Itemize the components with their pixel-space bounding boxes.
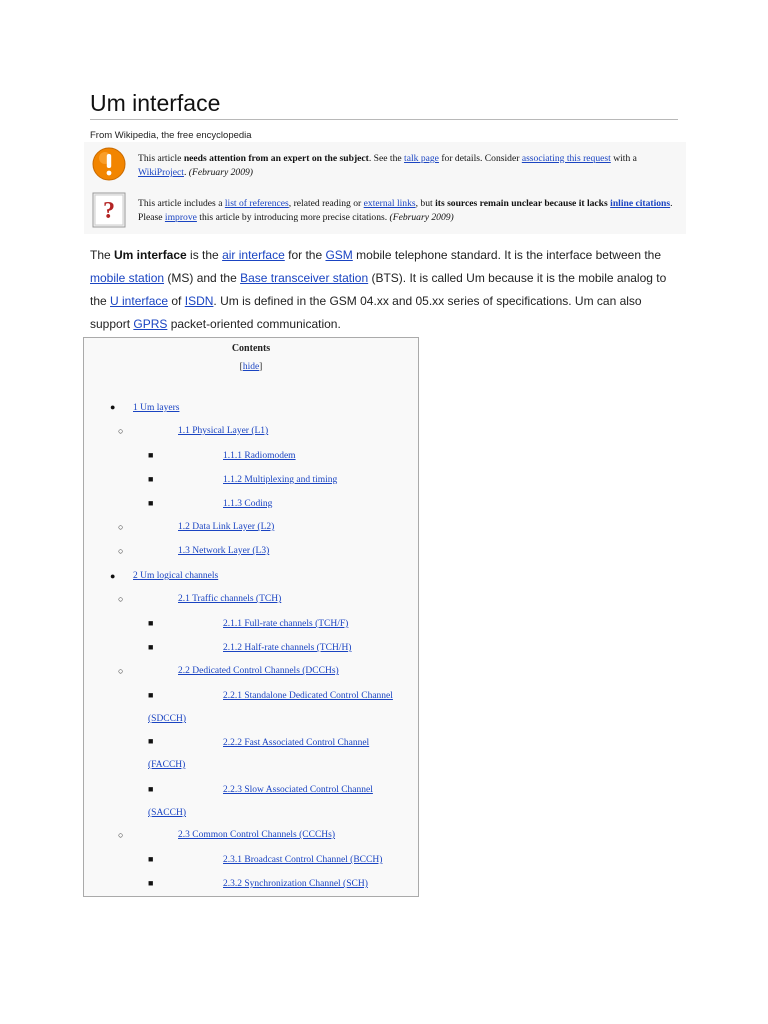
toc-bullet-square: ■ [148,690,154,700]
toc-bullet-circle: ○ [118,522,124,532]
table-of-contents [83,337,419,897]
notice-text: This article includes a list of references, related reading or external links, but its sources remain unclear because it lacks inline citations. Please improve this article by introducing more precise citations. (February 2009) [138,198,673,223]
toc-item[interactable]: 1.1.3 Coding [223,499,273,509]
svg-text:?: ? [103,198,115,224]
exclamation-icon [92,147,126,181]
toc-item[interactable]: 2.2.1 Standalone Dedicated Control Channel [223,691,393,701]
toc-title: Contents [231,343,271,354]
toc-item[interactable]: 2.2 Dedicated Control Channels (DCCHs) [178,666,339,676]
toc-bullet-square: ■ [148,878,154,888]
gsm-link[interactable]: GSM [325,248,353,262]
toc-item[interactable]: 2 Um logical channels [133,571,219,581]
isdn-link[interactable]: ISDN [184,294,214,308]
toc-item-continuation[interactable]: (SACCH) [148,808,187,818]
notice-text: This article needs attention from an expert on the subject. See the talk page for details. Consider associating this request with a WikiProject. (February 2009) [138,153,637,178]
toc-hide-link[interactable]: hide [242,362,260,372]
toc-bullet-square: ■ [148,736,154,746]
inline-citations-link[interactable]: inline citations [610,198,671,209]
toc-bullet-circle: ○ [118,426,124,436]
toc-toggle: [hide] [239,362,263,372]
toc-item[interactable]: 2.3.1 Broadcast Control Channel (BCCH) [223,855,383,865]
toc-bullet-disc: ● [110,402,116,412]
intro-paragraph: The Um interface is the air interface for the GSM mobile telephone standard. It is the interface between the mobile station (MS) and the Base transceiver station (BTS). It is called Um because it is the mobile analog to the U interface of ISDN. Um is defined in the GSM 04.xx and 05.xx series of specifications. Um can also support GPRS packet-oriented communication. [90,248,667,331]
toc-item[interactable]: 2.3.2 Synchronization Channel (SCH) [223,879,368,889]
toc-item[interactable]: 1.3 Network Layer (L3) [178,546,270,556]
toc-bullet-circle: ○ [118,666,124,676]
wikiproject-link[interactable]: WikiProject [138,167,184,178]
page-title: Um interface [90,90,221,116]
toc-bullet-circle: ○ [118,546,124,556]
expert-attention-notice [84,142,686,186]
title-divider [90,119,678,120]
toc-item[interactable]: 2.1.1 Full-rate channels (TCH/F) [223,619,349,629]
toc-item[interactable]: 1.1.1 Radiomodem [223,451,296,461]
associating-request-link[interactable]: associating this request [521,153,611,164]
external-links-link[interactable]: external links [363,198,416,209]
toc-item[interactable]: 2.1 Traffic channels (TCH) [178,594,282,604]
toc-item[interactable]: 1.1 Physical Layer (L1) [178,426,269,436]
list-of-references-link[interactable]: list of references [224,198,289,209]
improve-link[interactable]: improve [164,212,197,223]
question-mark-icon [92,192,126,226]
toc-bullet-disc: ● [110,571,116,581]
base-transceiver-station-link[interactable]: Base transceiver station [240,271,369,285]
notice-area [84,142,686,234]
toc-bullet-circle: ○ [118,594,124,604]
citation-notice [84,189,686,234]
toc-bullet-square: ■ [148,450,154,460]
toc-bullet-square: ■ [148,498,154,508]
toc-item[interactable]: 2.3 Common Control Channels (CCCHs) [178,830,336,840]
toc-bullet-circle: ○ [118,830,124,840]
toc-bullet-square: ■ [148,784,154,794]
toc-bullet-square: ■ [148,854,154,864]
toc-item[interactable]: 2.2.2 Fast Associated Control Channel [223,738,370,748]
toc-bullet-square: ■ [148,618,154,628]
gprs-link[interactable]: GPRS [133,317,168,331]
toc-item[interactable]: 2.1.2 Half-rate channels (TCH/H) [223,643,352,653]
toc-item[interactable]: 2.2.3 Slow Associated Control Channel [223,785,373,795]
talk-page-link[interactable]: talk page [404,153,439,164]
air-interface-link[interactable]: air interface [222,248,285,262]
toc-bullet-square: ■ [148,642,154,652]
toc-item[interactable]: 1 Um layers [133,403,180,413]
toc-item-continuation[interactable]: (FACCH) [148,760,186,770]
mobile-station-link[interactable]: mobile station [90,271,165,285]
toc-bullet-square: ■ [148,474,154,484]
toc-item-continuation[interactable]: (SDCCH) [148,714,187,724]
toc-item[interactable]: 1.1.2 Multiplexing and timing [223,475,338,485]
notice-date: (February 2009) [389,212,454,223]
toc-item[interactable]: 1.2 Data Link Layer (L2) [178,522,275,532]
notice-date: (February 2009) [188,167,253,178]
u-interface-link[interactable]: U interface [110,294,169,308]
page-tagline: From Wikipedia, the free encyclopedia [90,130,252,141]
